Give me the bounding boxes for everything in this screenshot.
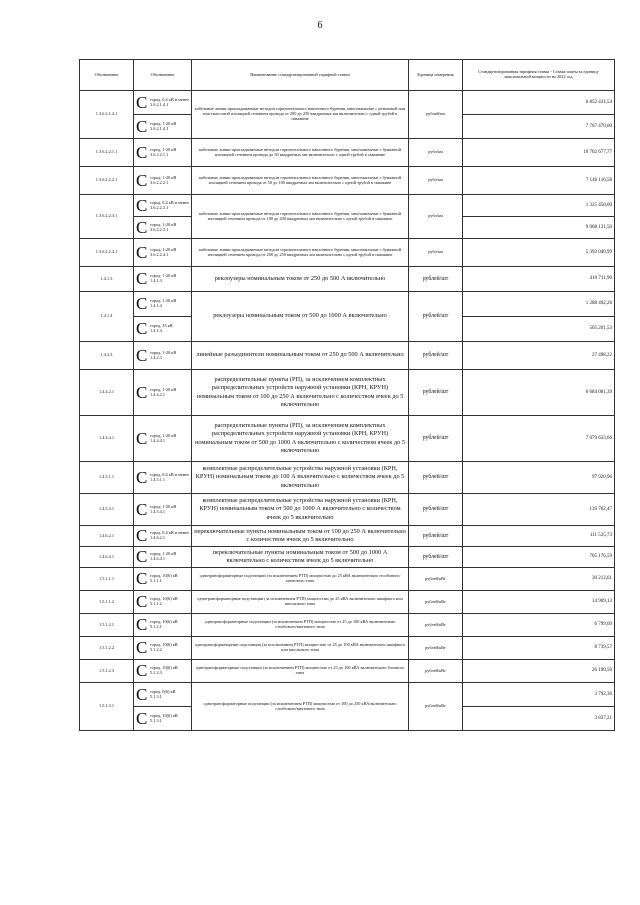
c-letter-icon: С bbox=[136, 382, 148, 402]
c-letter-icon: С bbox=[136, 195, 148, 215]
symbol-line-2: 1.4.1.4 bbox=[150, 328, 162, 333]
symbol-line-1: город, 1-20 кВ bbox=[150, 349, 177, 355]
table-row bbox=[80, 614, 615, 637]
row-name: однотрансформаторные подстанции (за исключением РТП) мощностью от 25 до 100 кВА включительно блочного типа bbox=[192, 660, 409, 683]
symbol-text bbox=[150, 505, 176, 515]
symbol-line-1: город, 0(6) кВ bbox=[150, 688, 176, 694]
symbol-wrap bbox=[136, 428, 189, 448]
row-code: 1.4.5.1.1 bbox=[80, 462, 134, 494]
symbol-line-1: город, 0,4 кВ и менее bbox=[150, 471, 189, 477]
row-name: распределительные пункты (РП), за исключением комплектных распределительных устройств наружной установки (КРН, КРУН) номинальным током от 100 до 250 А включительно с количеством ячеек до 5 включительно bbox=[192, 370, 409, 416]
symbol-wrap bbox=[136, 142, 189, 162]
row-unit: рубл/км bbox=[409, 239, 463, 267]
row-name: однотрансформаторные подстанции (за исключением РТП) мощностью от 25 до 100 кВА включительно столбового/мачтового типа bbox=[192, 614, 409, 637]
row-unit: рублей/шт bbox=[409, 526, 463, 547]
row-value: 27 498,22 bbox=[463, 342, 615, 370]
symbol-text bbox=[150, 620, 178, 630]
row-name: однотрансформаторные подстанции (за исключением РТП) мощностью от 25 до 100 кВА включительно шкафного или киоскового типа bbox=[192, 637, 409, 660]
row-value: 26 190,50 bbox=[463, 660, 615, 683]
row-symbol bbox=[134, 292, 192, 317]
symbol-text bbox=[150, 98, 189, 108]
table-row bbox=[80, 547, 615, 568]
row-name: переключательные пункты номинальным током от 500 до 1000 А включительно с количеством ячеек до 5 включительно bbox=[192, 547, 409, 568]
c-letter-icon: С bbox=[136, 615, 148, 634]
symbol-line-1: город, 0,4 кВ и менее bbox=[150, 199, 189, 205]
row-code: 1.4.5.4.1 bbox=[80, 494, 134, 526]
symbol-line-1: город, 1-20 кВ bbox=[150, 221, 177, 227]
row-code: 1.5.1.2.1 bbox=[80, 614, 134, 637]
row-unit: рублей/кВт bbox=[409, 568, 463, 591]
row-value: 410 711,90 bbox=[463, 267, 615, 292]
c-letter-icon: С bbox=[136, 684, 148, 704]
table-row bbox=[80, 267, 615, 292]
row-unit: рублей/шт bbox=[409, 547, 463, 568]
symbol-line-1: город, 1-20 кВ bbox=[150, 551, 177, 557]
c-letter-icon: С bbox=[136, 345, 148, 365]
row-unit: рублей/кВт bbox=[409, 591, 463, 614]
c-letter-icon: С bbox=[136, 116, 148, 136]
row-unit: рубл/км bbox=[409, 167, 463, 195]
symbol-line-2: 5.1.2.2 bbox=[150, 647, 162, 652]
symbol-line-2: 5.1.3.1 bbox=[150, 717, 162, 723]
row-value: 111 535,73 bbox=[463, 526, 615, 547]
row-unit: рубл/км bbox=[409, 139, 463, 167]
row-name: кабельные линии прокладываемые методом горизонтального наклонного бурения, многожильные с бумажной изоляцией сечением провода до 50 квадратных мм включительно с одной трубой в скважине bbox=[192, 139, 409, 167]
c-letter-icon: С bbox=[136, 428, 148, 448]
symbol-line-1: город, 1-20 кВ bbox=[150, 146, 177, 152]
row-unit: рублей/шт bbox=[409, 370, 463, 416]
symbol-line-1: город, 0,4 кВ и менее bbox=[150, 530, 189, 536]
c-letter-icon: С bbox=[136, 708, 148, 728]
row-name: распределительные пункты (РП), за исключением комплектных распределительных устройств наружной установки (КРН, КРУН) номинальным током от 500 до 1000 А включительно с количеством ячеек до 5 включительно bbox=[192, 416, 409, 462]
row-name: однотрансформаторные подстанции (за исключением РТП) мощностью до 25 кВА включительно столбового/мачтового типа bbox=[192, 568, 409, 591]
table-row bbox=[80, 416, 615, 462]
row-value: 10 702 677,77 bbox=[463, 139, 615, 167]
row-name: кабельные линии прокладываемые методом горизонтального наклонного бурения, многожильные с бумажной изоляцией сечением провода от 100 до 200 квадратных мм включительно с одной трубой в скважине bbox=[192, 195, 409, 239]
c-letter-icon: С bbox=[136, 319, 148, 338]
row-code: 1.5.1.1.2 bbox=[80, 591, 134, 614]
row-symbol bbox=[134, 637, 192, 660]
row-code: 1.3.6.2.2.3.1 bbox=[80, 195, 134, 239]
symbol-wrap bbox=[136, 547, 189, 566]
row-code: 1.4.4.4.1 bbox=[80, 416, 134, 462]
row-symbol bbox=[134, 683, 192, 707]
row-symbol bbox=[134, 660, 192, 683]
row-code: 1.4.6.4.1 bbox=[80, 547, 134, 568]
row-symbol bbox=[134, 195, 192, 217]
table-row bbox=[80, 462, 615, 494]
symbol-text bbox=[150, 552, 176, 562]
row-code: 1.5.1.3.1 bbox=[80, 683, 134, 731]
table-row bbox=[80, 660, 615, 683]
c-letter-icon: С bbox=[136, 269, 148, 288]
symbol-line-2: 3.6.2.2.3.1 bbox=[150, 204, 169, 210]
table-row bbox=[80, 370, 615, 416]
row-name: кабельные линии прокладываемые методом горизонтального наклонного бурения, многожильные с бумажной изоляцией сечением провода от 200 до 250 квадратных мм включительно с одной трубой в скважине bbox=[192, 239, 409, 267]
header-unit: Единица измерения bbox=[409, 60, 463, 91]
row-symbol bbox=[134, 217, 192, 239]
row-name: линейные разъединители номинальным током от 250 до 500 А включительно bbox=[192, 342, 409, 370]
row-value: 3 837,21 bbox=[463, 707, 615, 731]
table-row bbox=[80, 91, 615, 115]
table-row bbox=[80, 342, 615, 370]
symbol-line-1: город, 10(6) кВ bbox=[150, 665, 178, 671]
c-letter-icon: С bbox=[136, 638, 148, 657]
row-symbol bbox=[134, 526, 192, 547]
symbol-line-1: город, 1-20 кВ bbox=[150, 298, 177, 304]
symbol-line-2: 1.4.5.4.1 bbox=[150, 508, 166, 514]
row-value: 139 762,47 bbox=[463, 494, 615, 526]
symbol-line-2: 5.1.2.3 bbox=[150, 670, 162, 675]
symbol-wrap bbox=[136, 294, 189, 313]
table-row bbox=[80, 167, 615, 195]
symbol-wrap bbox=[136, 661, 189, 680]
row-symbol bbox=[134, 239, 192, 267]
row-value: 14 909,13 bbox=[463, 591, 615, 614]
symbol-wrap bbox=[136, 526, 189, 545]
table-row bbox=[80, 526, 615, 547]
row-code: 1.3.6.2.2.2.1 bbox=[80, 167, 134, 195]
row-code: 1.3.6.2.1.4.1 bbox=[80, 91, 134, 139]
table-row bbox=[80, 568, 615, 591]
row-value: 3 792,36 bbox=[463, 683, 615, 707]
row-value: 6 799,69 bbox=[463, 614, 615, 637]
row-code: 1.4.4.2.1 bbox=[80, 370, 134, 416]
row-unit: рублей/км bbox=[409, 91, 463, 139]
row-value: 9 008 131,50 bbox=[463, 217, 615, 239]
row-name: однотрансформаторные подстанции (за исключением РТП) мощностью до 25 кВА включительно шкафного или киоскового типа bbox=[192, 591, 409, 614]
symbol-wrap bbox=[136, 319, 189, 338]
row-code: 1.4.1.4 bbox=[80, 292, 134, 342]
symbol-line-2: 3.6.2.1.4.1 bbox=[150, 101, 169, 107]
symbol-line-1: город, 35 кВ bbox=[150, 323, 173, 329]
symbol-line-2: 3.6.2.2.2.1 bbox=[150, 179, 169, 185]
symbol-line-2: 5.1.1.1 bbox=[150, 578, 162, 583]
header-code: Обозначение bbox=[80, 60, 134, 91]
symbol-wrap bbox=[136, 499, 189, 519]
symbol-wrap bbox=[136, 116, 189, 136]
symbol-wrap bbox=[136, 569, 189, 588]
symbol-text bbox=[150, 122, 176, 132]
symbol-line-1: город, 1-20 кВ bbox=[150, 120, 177, 126]
row-code: 1.4.6.2.1 bbox=[80, 526, 134, 547]
symbol-text bbox=[150, 223, 176, 233]
symbol-line-1: город, 10(6) кВ bbox=[150, 573, 178, 579]
symbol-wrap bbox=[136, 217, 189, 237]
symbol-line-2: 3.6.2.2.3.1 bbox=[150, 226, 169, 232]
row-symbol bbox=[134, 139, 192, 167]
row-symbol bbox=[134, 167, 192, 195]
c-letter-icon: С bbox=[136, 592, 148, 611]
symbol-line-2: 1.4.1.3 bbox=[150, 278, 162, 283]
c-letter-icon: С bbox=[136, 217, 148, 237]
row-symbol bbox=[134, 115, 192, 139]
symbol-text bbox=[150, 666, 178, 676]
symbol-wrap bbox=[136, 345, 189, 365]
row-value: 505 201,53 bbox=[463, 317, 615, 342]
row-unit: рублей/шт bbox=[409, 462, 463, 494]
symbol-line-2: 1.4.1.4 bbox=[150, 303, 162, 308]
row-value: 1 288 492,26 bbox=[463, 292, 615, 317]
c-letter-icon: С bbox=[136, 526, 148, 545]
row-symbol bbox=[134, 370, 192, 416]
row-name: кабельные линии прокладываемые методом горизонтального наклонного бурения, многожильные с резиновой или пластмассовой изоляцией сечением провода от 200 до 250 квадратных мм включительно с одной трубой в скважине bbox=[192, 91, 409, 139]
row-unit: рублей/кВт bbox=[409, 637, 463, 660]
symbol-text bbox=[150, 434, 176, 444]
symbol-line-2: 1.4.6.2.1 bbox=[150, 535, 166, 540]
c-letter-icon: С bbox=[136, 467, 148, 487]
row-value: 1 325 450,00 bbox=[463, 195, 615, 217]
symbol-line-2: 3.6.2.2.1.1 bbox=[150, 151, 169, 157]
symbol-text bbox=[150, 574, 178, 584]
c-letter-icon: С bbox=[136, 547, 148, 566]
symbol-wrap bbox=[136, 242, 189, 262]
symbol-line-1: город, 10(6) кВ bbox=[150, 619, 178, 625]
symbol-text bbox=[150, 714, 178, 724]
row-value: 30 212,61 bbox=[463, 568, 615, 591]
row-value: 7 767 470,00 bbox=[463, 115, 615, 139]
c-letter-icon: С bbox=[136, 294, 148, 313]
c-letter-icon: С bbox=[136, 242, 148, 262]
symbol-line-1: город, 10(6) кВ bbox=[150, 596, 178, 602]
row-name: кабельные линии прокладываемые методом горизонтального наклонного бурения, многожильные с бумажной изоляцией сечением провода от 50 до 100 квадратных мм включительно с одной трубой в скважине bbox=[192, 167, 409, 195]
header-row bbox=[80, 60, 615, 91]
row-code: 1.3.6.2.2.1.1 bbox=[80, 139, 134, 167]
row-name: комплектные распределительные устройства наружной установки (КРН, КРУН) номинальным током от 500 до 1000 А включительно с количеством ячеек до 5 включительно bbox=[192, 494, 409, 526]
table-row bbox=[80, 239, 615, 267]
table-row bbox=[80, 292, 615, 317]
row-symbol bbox=[134, 614, 192, 637]
row-name: однотрансформаторные подстанции (за исключением РТП) мощностью от 100 до 250 кВА включительно столбового/мачтового типа bbox=[192, 683, 409, 731]
symbol-line-1: город, 10(6) кВ bbox=[150, 712, 178, 718]
row-code: 1.3.6.2.2.4.1 bbox=[80, 239, 134, 267]
row-value: 8 739,57 bbox=[463, 637, 615, 660]
row-value: 6 852 431,54 bbox=[463, 91, 615, 115]
header-name: Наименование стандартизированной тарифной ставки bbox=[192, 60, 409, 91]
symbol-text bbox=[150, 690, 176, 700]
symbol-wrap bbox=[136, 92, 189, 112]
symbol-line-2: 1.4.2.3 bbox=[150, 354, 162, 360]
table-row bbox=[80, 139, 615, 167]
row-value: 7 146 116,58 bbox=[463, 167, 615, 195]
c-letter-icon: С bbox=[136, 569, 148, 588]
c-letter-icon: С bbox=[136, 92, 148, 112]
row-value: 5 393 040,99 bbox=[463, 239, 615, 267]
symbol-line-1: город, 1-20 кВ bbox=[150, 386, 177, 392]
table-row bbox=[80, 637, 615, 660]
row-unit: рублей/кВт bbox=[409, 683, 463, 731]
symbol-line-2: 5.1.1.2 bbox=[150, 601, 162, 606]
symbol-text bbox=[150, 274, 176, 284]
row-name: реклоузеры номинальным током от 500 до 1000 А включительно bbox=[192, 292, 409, 342]
symbol-wrap bbox=[136, 269, 189, 288]
symbol-line-2: 1.4.4.4.1 bbox=[150, 437, 166, 443]
symbol-wrap bbox=[136, 684, 189, 704]
header-symbol: Обозначение bbox=[134, 60, 192, 91]
c-letter-icon: С bbox=[136, 142, 148, 162]
row-name: переключательные пункты номинальным током от 100 до 250 А включительно с количеством ячеек до 5 включительно bbox=[192, 526, 409, 547]
symbol-text bbox=[150, 531, 189, 541]
symbol-line-1: город, 0,4 кВ и менее bbox=[150, 96, 189, 102]
tariff-rates-table bbox=[79, 59, 615, 731]
table-row bbox=[80, 494, 615, 526]
row-code: 1.4.2.3 bbox=[80, 342, 134, 370]
row-symbol bbox=[134, 317, 192, 342]
row-unit: рублей/шт bbox=[409, 342, 463, 370]
symbol-text bbox=[150, 351, 176, 361]
symbol-text bbox=[150, 176, 176, 186]
symbol-text bbox=[150, 324, 173, 334]
symbol-wrap bbox=[136, 615, 189, 634]
symbol-wrap bbox=[136, 638, 189, 657]
symbol-wrap bbox=[136, 708, 189, 728]
symbol-line-2: 5.1.2.1 bbox=[150, 624, 162, 629]
row-symbol bbox=[134, 91, 192, 115]
symbol-line-2: 1.4.6.4.1 bbox=[150, 556, 166, 561]
symbol-line-1: город, 1-20 кВ bbox=[150, 246, 177, 252]
row-value: 705 176,59 bbox=[463, 547, 615, 568]
c-letter-icon: С bbox=[136, 170, 148, 190]
table-row bbox=[80, 195, 615, 217]
symbol-line-1: город, 1-20 кВ bbox=[150, 432, 177, 438]
c-letter-icon: С bbox=[136, 499, 148, 519]
symbol-line-1: город, 10(6) кВ bbox=[150, 642, 178, 648]
symbol-line-2: 5.1.3.1 bbox=[150, 693, 162, 699]
symbol-wrap bbox=[136, 195, 189, 215]
table-row bbox=[80, 683, 615, 707]
row-unit: рублей/кВт bbox=[409, 614, 463, 637]
row-symbol bbox=[134, 707, 192, 731]
symbol-line-2: 1.4.4.2.1 bbox=[150, 391, 166, 397]
row-value: 6 684 001,39 bbox=[463, 370, 615, 416]
row-symbol bbox=[134, 591, 192, 614]
symbol-text bbox=[150, 473, 189, 483]
symbol-line-2: 3.6.2.2.4.1 bbox=[150, 251, 169, 257]
symbol-text bbox=[150, 388, 176, 398]
symbol-text bbox=[150, 597, 178, 607]
symbol-line-1: город, 1-20 кВ bbox=[150, 174, 177, 180]
symbol-line-2: 3.6.2.1.4.1 bbox=[150, 125, 169, 131]
row-unit: рублей/шт bbox=[409, 494, 463, 526]
row-value: 7 079 633,66 bbox=[463, 416, 615, 462]
page-number: 6 bbox=[317, 20, 323, 31]
symbol-wrap bbox=[136, 382, 189, 402]
row-symbol bbox=[134, 462, 192, 494]
row-value: 97 920,96 bbox=[463, 462, 615, 494]
header-value: Стандартизированная тарифная ставка - Ставка платы за единицу максимальной мощности на 2022 год bbox=[463, 60, 615, 91]
row-unit: рубл/км bbox=[409, 195, 463, 239]
row-code: 1.5.1.2.3 bbox=[80, 660, 134, 683]
c-letter-icon: С bbox=[136, 661, 148, 680]
symbol-text bbox=[150, 643, 178, 653]
row-symbol bbox=[134, 267, 192, 292]
symbol-line-1: город, 1-20 кВ bbox=[150, 273, 177, 279]
symbol-wrap bbox=[136, 170, 189, 190]
symbol-text bbox=[150, 148, 176, 158]
symbol-line-1: город, 1-20 кВ bbox=[150, 503, 177, 509]
row-code: 1.5.1.1.1 bbox=[80, 568, 134, 591]
row-code: 1.4.1.3 bbox=[80, 267, 134, 292]
row-symbol bbox=[134, 342, 192, 370]
symbol-text bbox=[150, 299, 176, 309]
symbol-wrap bbox=[136, 467, 189, 487]
row-symbol bbox=[134, 494, 192, 526]
symbol-text bbox=[150, 201, 189, 211]
row-unit: рублей/шт bbox=[409, 416, 463, 462]
row-name: комплектные распределительные устройства наружной установки (КРН, КРУН) номинальным током до 100 А включительно с количеством ячеек до 5 включительно bbox=[192, 462, 409, 494]
row-symbol bbox=[134, 547, 192, 568]
row-code: 1.5.1.2.2 bbox=[80, 637, 134, 660]
row-name: реклоузеры номинальным током от 250 до 500 А включительно bbox=[192, 267, 409, 292]
row-unit: рублей/шт bbox=[409, 292, 463, 342]
symbol-line-2: 1.4.5.1.1 bbox=[150, 476, 166, 482]
symbol-wrap bbox=[136, 592, 189, 611]
table-row bbox=[80, 591, 615, 614]
row-unit: рублей/кВт bbox=[409, 660, 463, 683]
row-symbol bbox=[134, 568, 192, 591]
symbol-text bbox=[150, 248, 176, 258]
row-unit: рублей/шт bbox=[409, 267, 463, 292]
row-symbol bbox=[134, 416, 192, 462]
